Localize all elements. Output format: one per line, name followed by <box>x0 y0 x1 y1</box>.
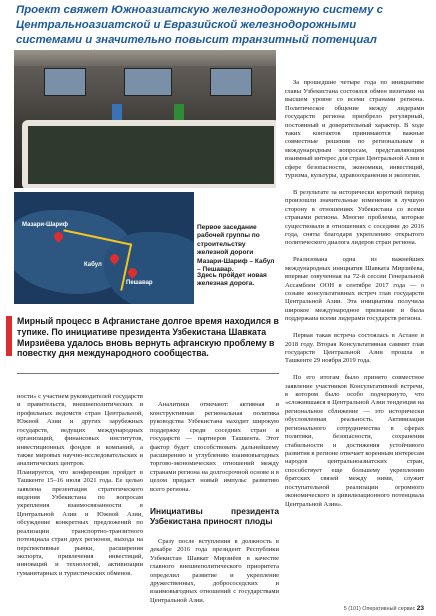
left-column: ности» с участием руководителей государств и правительств, внешнеполитических и профильных ведомств стран Центральной, Южной Азии и других зарубежных государств, ведущих международных организаций, финансовых институтов, инвестиционных фондов и компаний, а также мировых научно-исследовательских и аналитических центров. Планируется, что конференция пройдет в Ташкенте 15–16 июля 2021 года. Ее целью заявлена презентация стратегического видения Узбекистана по вопросам укрепления взаимосвязанности в Центральной Азии и Южной Азии, обсуждение конкретных предложений по реализации транспортно-транзитного потенциала стран двух регионов, выхода на перспективные рынки, расширения экспорта, привлечения инвестиций, инноваций и технологий, активизации гуманитарных и туристических обменов. <box>17 393 143 577</box>
map-caption: Здесь пройдет новая железная дорога. <box>197 272 267 288</box>
photo-screen <box>44 68 86 96</box>
map-label-peshawar: Пешавар <box>126 280 153 286</box>
lead-paragraph: Мирный процесс в Афганистане долгое время находился в тупике. По инициативе президента Узбекистана Шавката Мирзиёева удалось вновь вернуть афганскую проблему в повестку дня международного сообщества. <box>17 316 279 359</box>
page-number: 23 <box>416 605 424 612</box>
photo-conference-table <box>22 120 276 188</box>
article-headline: Проект свяжет Южноазиатскую железнодорожную систему с Центральноазиатской и Евразийской железнодорожными системами и значительно повысит транзитный потенциал <box>16 4 383 46</box>
photo-screen <box>124 68 172 96</box>
photo-ceiling <box>14 50 276 66</box>
right-column <box>285 71 424 517</box>
route-map <box>14 192 194 304</box>
map-label-kabul: Кабул <box>84 262 102 268</box>
paragraph: Аналитики отмечают: активная и конструктивная региональная политика руководства Узбекистана находит широкую поддержку среди соседних стран и государств — партнеров Ташкента. Этот фактор будет способствовать дальнейшему расширению и углублению взаимовыгодных торгово-экономических отношений между странами региона на долгосрочной основе и в целом придаст новый импульс развитию всего региона. <box>150 401 279 493</box>
issue-label: 5 (101) Оперативный сервис <box>343 606 416 612</box>
paragraph: Реализована одна из важнейших международных инициатив Шавката Мирзиёева, впервые озвученная на 72-й сессии Генеральной Ассамблеи ООН в сентябре 2017 года — о созыве консультативных встреч глав государств Центральной Азии. Эта инициатива получила широкое международное признание и была поддержана всеми лидерами государств региона. <box>285 256 424 323</box>
paragraph: В результате за исторически короткий период произошли значительные изменения в лучшую сторону в отношениях Узбекистана со всеми странами региона. Многие проблемы, которые существовали в отношениях с соседями до 2016 года, сняты благодаря укреплению открытого политического диалога лидеров стран региона. <box>285 188 424 247</box>
map-label-mazar: Мазари-Шариф <box>22 222 69 228</box>
photo-caption: Первое заседание рабочей группы по строительству железной дороги Мазари-Шариф – Кабул – Пешавар. <box>197 224 275 274</box>
paragraph: За прошедшие четыре года по инициативе главы Узбекистана состоялся обмен визитами на высшем уровне со всеми странами региона. Политическое общение между лидерами государств региона приобрело регулярный, постоянный и доверительный характер. В ходе таких контактов принимаются важные совместные решения по региональным и международным вопросам, представляющим взаимный интерес для стран Центральной Азии в сфере безопасности, экономики, инвестиций, туризма, культуры, здравоохранения и экологии. <box>285 79 424 180</box>
paragraph: Сразу после вступления в должность в декабре 2016 года президент Республики Узбекистан Шавкат Мирзиёев в качестве главного внешнеполитического приоритета определил развитие и укрепление дружественных, добрососедских и взаимовыгодных отношений с государствами Центральной Азии. <box>150 537 279 604</box>
lead-accent-bar <box>6 316 12 356</box>
section-subheading: Инициативы президента Узбекистана приносят плоды <box>150 506 279 527</box>
page-footer <box>344 605 424 612</box>
paragraph: По его итогам было принято совместное заявление участников Консультативной встречи, в котором было особо подчеркнуто, что «сложившаяся в Центральной Азии тенденция на региональное сближение — это исторически обусловленная реальность. Активизация регионального сотрудничества в сферах политики, безопасности, сохранения стабильности и достижения устойчивого развития в регионе отвечает коренным интересам народов центральноазиатских стран, способствует еще большему укреплению братских связей между ними, служит поступательной реализации огромного экономического и цивилизационного потенциала Центральной Азии». <box>285 374 424 508</box>
photo-screen <box>210 68 252 96</box>
meeting-photo <box>14 50 276 188</box>
middle-column <box>150 393 279 614</box>
divider <box>17 373 279 374</box>
paragraph: Первая такая встреча состоялась в Астане в 2018 году. Вторая Консультативная саммит глав государств Центральной Азии прошла в Ташкенте 29 ноября 2019 года. <box>285 332 424 365</box>
